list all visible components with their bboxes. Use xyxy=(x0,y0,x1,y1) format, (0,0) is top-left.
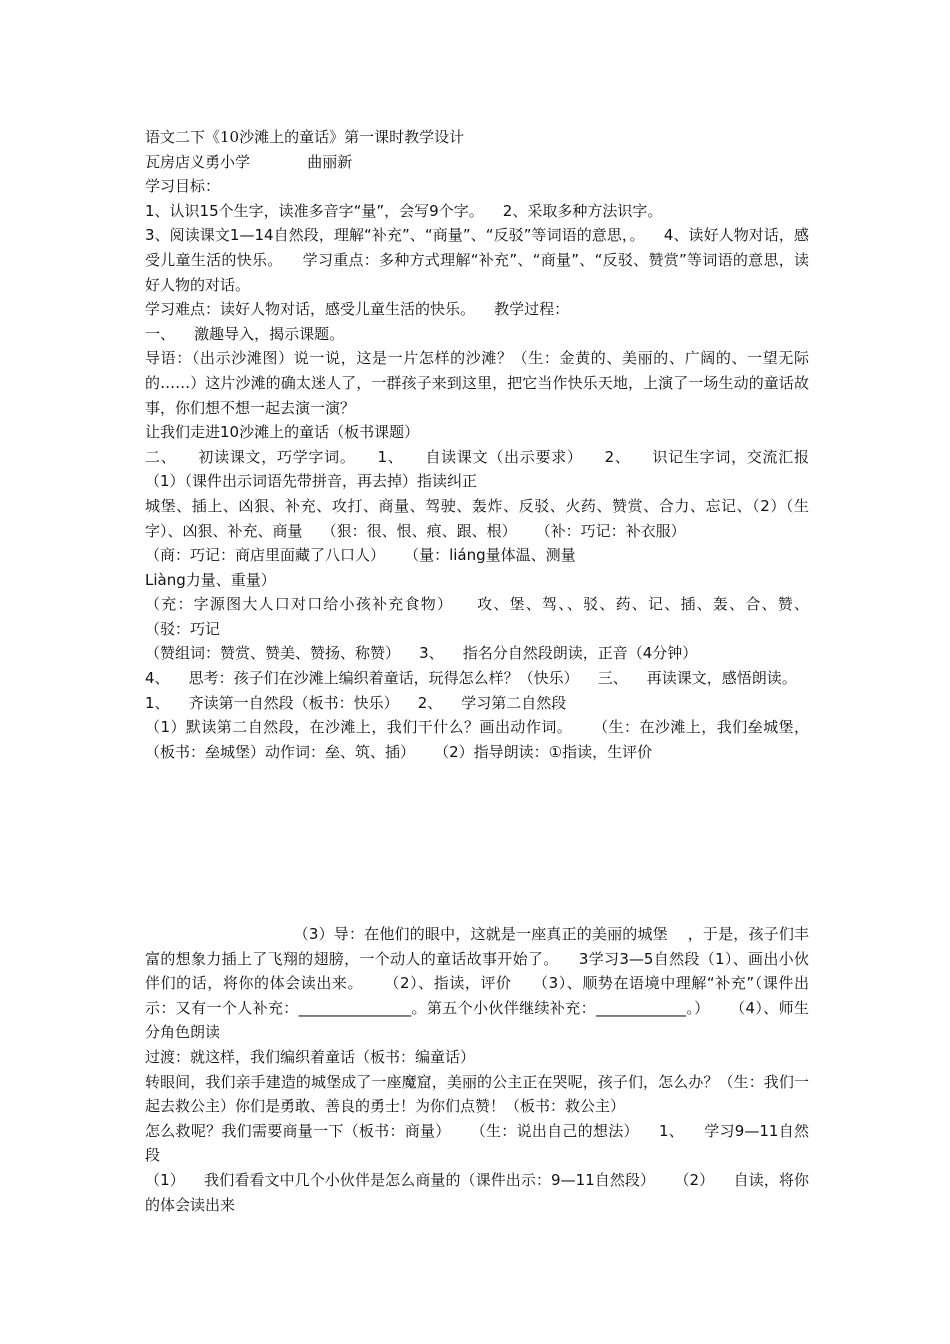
document-title: 语文二下《10沙滩上的童话》第一课时教学设计 xyxy=(145,128,465,146)
paragraph: 让我们走进10沙滩上的童话（板书课题） xyxy=(145,423,420,442)
paragraph: 1、认识15个生字，读准多音字“量”，会写9个字。 2、采取多种方法识字。 xyxy=(145,201,663,220)
paragraph: （1） 我们看看文中几个小伙伴是怎么商量的（课件出示：9—11自然段） （2） 自读，将你的体会读出来 xyxy=(145,1170,809,1214)
paragraph: 导语：（出示沙滩图）说一说，这是一片怎样的沙滩？（生：金黄的、美丽的、广阔的、一望无际的……）这片沙滩的确太迷人了，一群孩子来到这里，把它当作快乐天地，上演了一场生动的童话故事，你们想不想一起去演一演？ xyxy=(145,349,809,417)
paragraph: 转眼间，我们亲手建造的城堡成了一座魔窟，美丽的公主正在哭呢，孩子们，怎么办？（生：我们一起去救公主）你们是勇敢、善良的勇士！为你们点赞！（板书：救公主） xyxy=(145,1072,809,1116)
paragraph: 学习难点：读好人物对话，感受儿童生活的快乐。 教学过程： xyxy=(145,300,570,319)
paragraph: （充：字源图大人口对口给小孩补充食物） 攻、堡、驾、、驳、药、记、插、轰、合、赞、 （驳：巧记 xyxy=(145,595,829,638)
paragraph: 怎么救呢？我们需要商量一下（板书：商量） （生：说出自己的想法） 1、 学习9—11自然段 xyxy=(145,1121,809,1165)
paragraph: Liàng力量、重量） xyxy=(145,570,276,589)
document-body-part-2 xyxy=(145,922,809,1217)
paragraph: 3、阅读课文1—14自然段，理解“补充”、“商量”、“反驳”等词语的意思，。 4、读好人物对话，感受儿童生活的快乐。 学习重点：多种方式理解“补充”、“商量”、“反驳、赞赏”等词语的意思，读好人物的对话。 xyxy=(145,226,809,294)
paragraph: 过渡：就这样，我们编织着童话（板书：编童话） xyxy=(145,1047,476,1066)
paragraph: 1、 齐读第一自然段（板书：快乐） 2、 学习第二自然段 xyxy=(145,693,567,712)
paragraph: 城堡、插上、凶狠、补充、攻打、商量、驾驶、轰炸、反驳、火药、赞赏、合力、忘记、（2）（生字）、凶狠、补充、商量 （狠：很、恨、痕、跟、根） （补：巧记：补衣服） xyxy=(145,496,809,540)
paragraph: 学习目标： xyxy=(145,177,221,196)
paragraph: （商：巧记：商店里面藏了八口人） （量：liáng量体温、测量 xyxy=(145,546,576,565)
document-body-part-1 xyxy=(145,125,829,764)
paragraph: 二、 初读课文，巧学字词。 1、 自读课文（出示要求） 2、 识记生字词，交流汇报 （1）（课件出示词语先带拼音，再去掉）指读纠正 xyxy=(145,447,829,491)
paragraph: 一、 激趣导入，揭示课题。 xyxy=(145,324,345,343)
paragraph: （1）默读第二自然段，在沙滩上，我们干什么？画出动作词。 （生：在沙滩上，我们垒城堡，（板书：垒城堡）动作词：垒、筑、插） （2）指导朗读：①指读，生评价 xyxy=(145,718,809,761)
paragraph: （3）导：在他们的眼中，这就是一座真正的美丽的城堡 ，于是，孩子们丰富的想象力插上了飞翔的翅膀，一个动人的童话故事开始了。 3学习3—5自然段（1）、画出小伙伴们的话，将你的体会读出来。 （2）、指读，评价 （3）、顺势在语境中理解“补充”（课件出示：又有一个人补充：_______________。第五个小伙伴继续补充：____________。） （4）、师生分角色朗读 xyxy=(145,925,809,1042)
author-line: 瓦房店义勇小学 曲丽新 xyxy=(145,152,353,171)
paragraph: 4、 思考：孩子们在沙滩上编织着童话，玩得怎么样？（快乐） 三、 再读课文，感悟朗读。 xyxy=(145,669,797,688)
paragraph: （赞组词：赞赏、赞美、赞扬、称赞） 3、 指名分自然段朗读，正音（4分钟） xyxy=(145,644,698,663)
